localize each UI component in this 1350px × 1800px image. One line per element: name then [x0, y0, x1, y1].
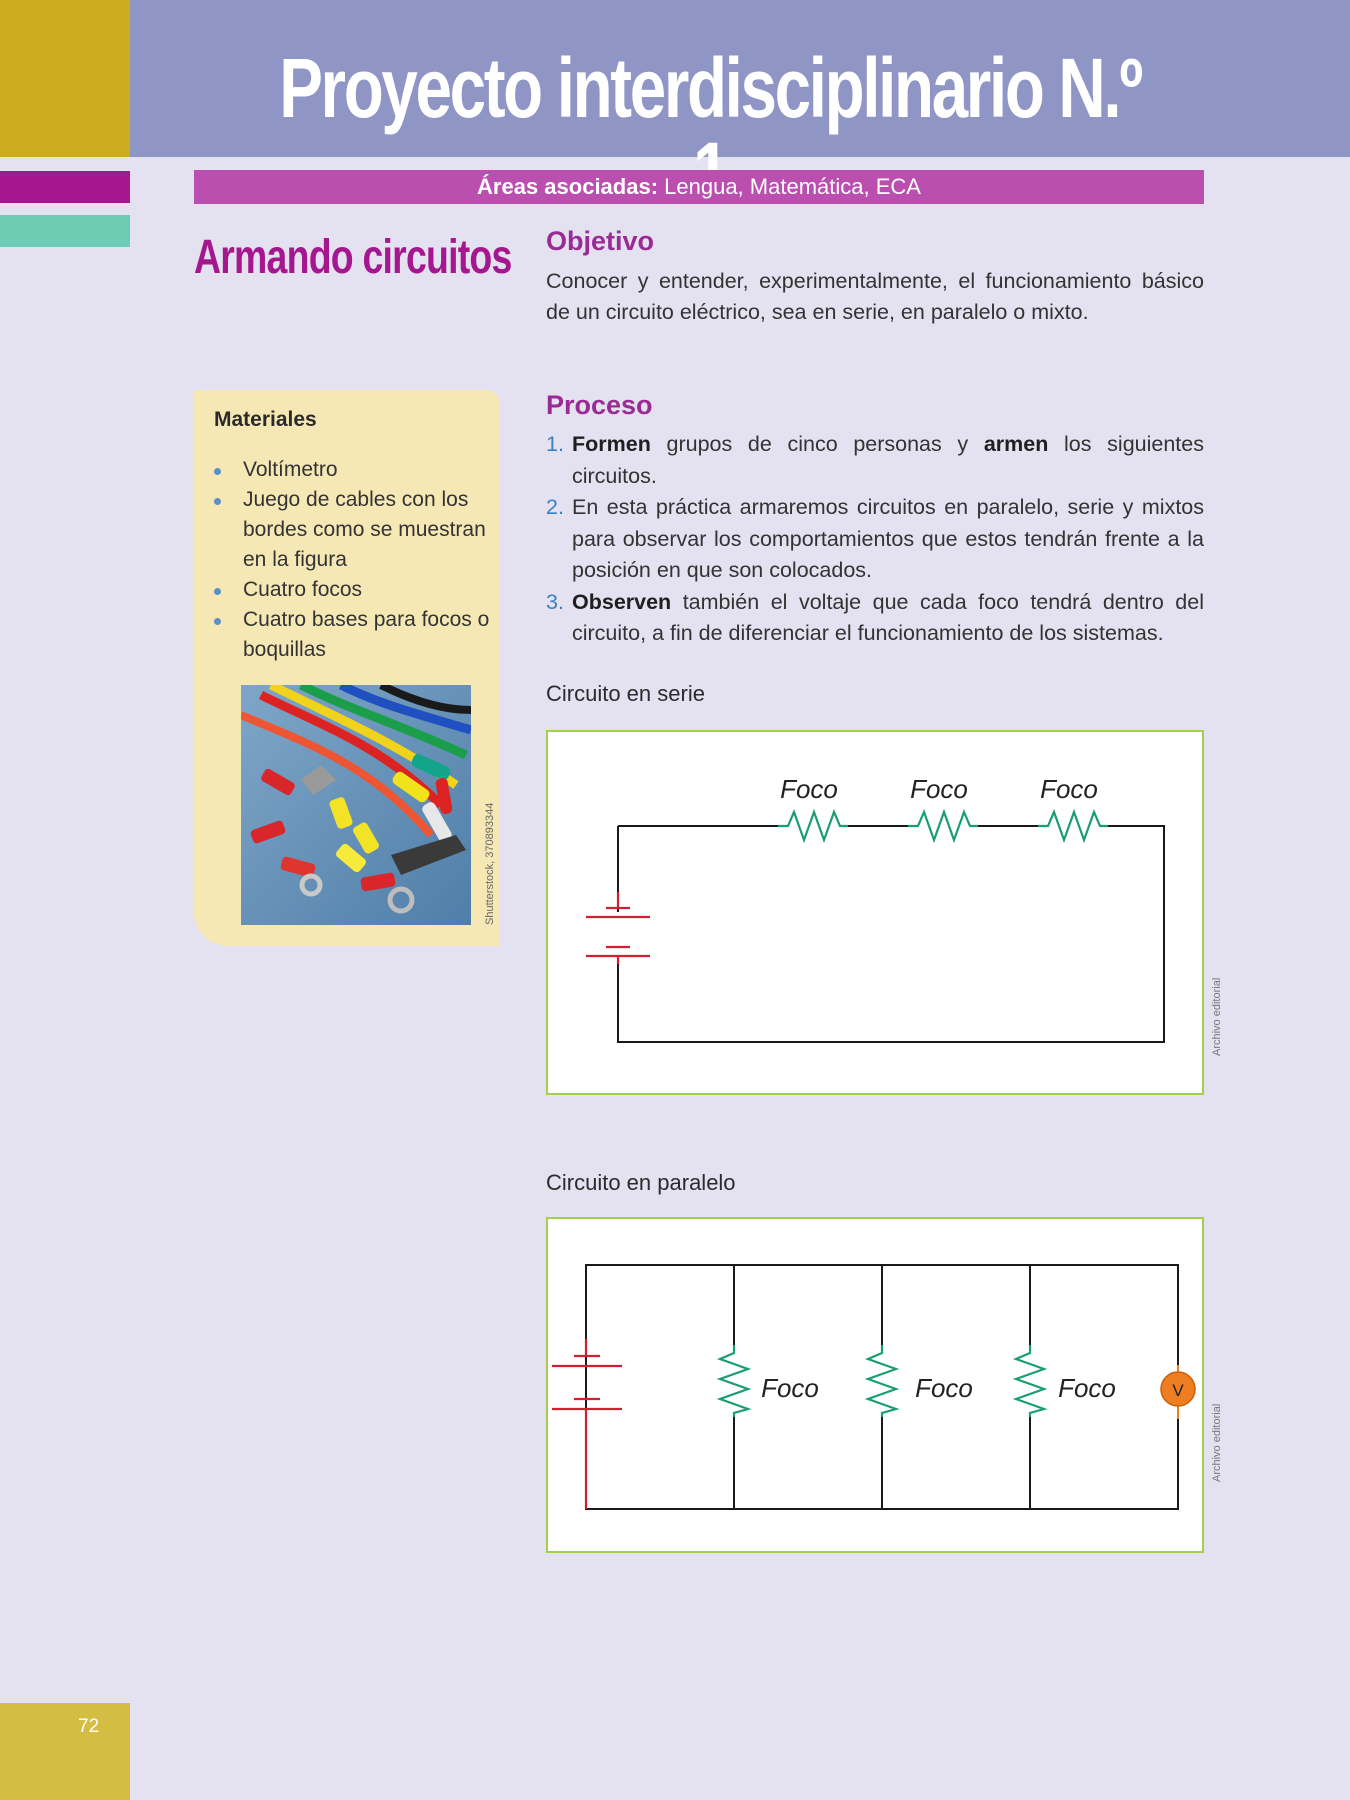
list-item: Cuatro bases para focos o boquillas — [214, 605, 490, 665]
objective-text: Conocer y entender, experimentalmente, el funcionamiento básico de un circuito eléctrico, sea en serie, en paralelo o mixto. — [546, 269, 1204, 324]
step-bold: armen — [983, 432, 1049, 456]
activity-title: Armando circuitos — [194, 231, 512, 284]
foco-label: Foco — [915, 1373, 973, 1403]
list-item — [546, 587, 1204, 650]
list-item — [546, 492, 1204, 587]
list-item: Juego de cables con los bordes como se muestran en la figura — [214, 485, 490, 575]
page-number: 72 — [78, 1716, 100, 1737]
areas-value: Lengua, Matemática, ECA — [658, 174, 921, 199]
step-number: 2. — [546, 495, 564, 519]
foco-label: Foco — [761, 1373, 819, 1403]
header-corner-block — [0, 0, 130, 157]
step-text: también el voltaje que cada foco tendrá dentro del circuito, a fin de diferenciar el funcionamiento de los sistemas. — [572, 589, 1204, 645]
photo-credit: Shutterstock, 370893344 — [484, 802, 496, 925]
areas-label: Áreas asociadas: — [477, 174, 659, 199]
foco-label: Foco — [1058, 1373, 1116, 1403]
series-circuit-diagram — [546, 730, 1204, 1095]
side-stripe-teal — [0, 215, 130, 247]
foco-label: Foco — [780, 774, 838, 804]
step-text: En esta práctica armaremos circuitos en paralelo, serie y mixtos para observar los comportamientos que estos tendrán frente a la posición en que son colocados. — [572, 495, 1204, 582]
associated-areas-bar — [194, 170, 1204, 204]
series-diagram-credit: Archivo editorial — [1211, 977, 1223, 1056]
step-text: grupos de cinco personas y — [650, 432, 984, 456]
materials-heading: Materiales — [214, 408, 317, 431]
step-number: 1. — [546, 432, 564, 456]
voltmeter-icon — [1161, 1365, 1195, 1419]
list-item: Cuatro focos — [214, 575, 490, 605]
side-stripe-magenta — [0, 171, 130, 203]
foco-label: Foco — [1040, 774, 1098, 804]
foco-label: Foco — [910, 774, 968, 804]
list-item — [546, 429, 1204, 492]
cables-photo — [241, 685, 471, 925]
objective-heading: Objetivo — [546, 226, 655, 256]
footer-block — [0, 1703, 130, 1800]
list-item: Voltímetro — [214, 455, 490, 485]
page-title: Proyecto interdisciplinario N.º — [279, 41, 1141, 135]
step-number: 3. — [546, 589, 564, 614]
step-bold: Formen — [572, 432, 651, 456]
process-list — [546, 429, 1204, 650]
parallel-circuit-diagram — [546, 1217, 1204, 1553]
series-circuit-caption: Circuito en serie — [546, 681, 705, 706]
parallel-diagram-credit: Archivo editorial — [1211, 1403, 1223, 1482]
step-text: los siguientes circuitos. — [572, 432, 1204, 488]
process-heading: Proceso — [546, 390, 653, 420]
parallel-circuit-caption: Circuito en paralelo — [546, 1170, 736, 1195]
resistor-icon — [778, 812, 1108, 840]
voltmeter-label: V — [1172, 1381, 1184, 1400]
step-bold: Observen — [572, 589, 672, 614]
materials-list — [214, 455, 490, 665]
battery-icon — [586, 892, 650, 964]
